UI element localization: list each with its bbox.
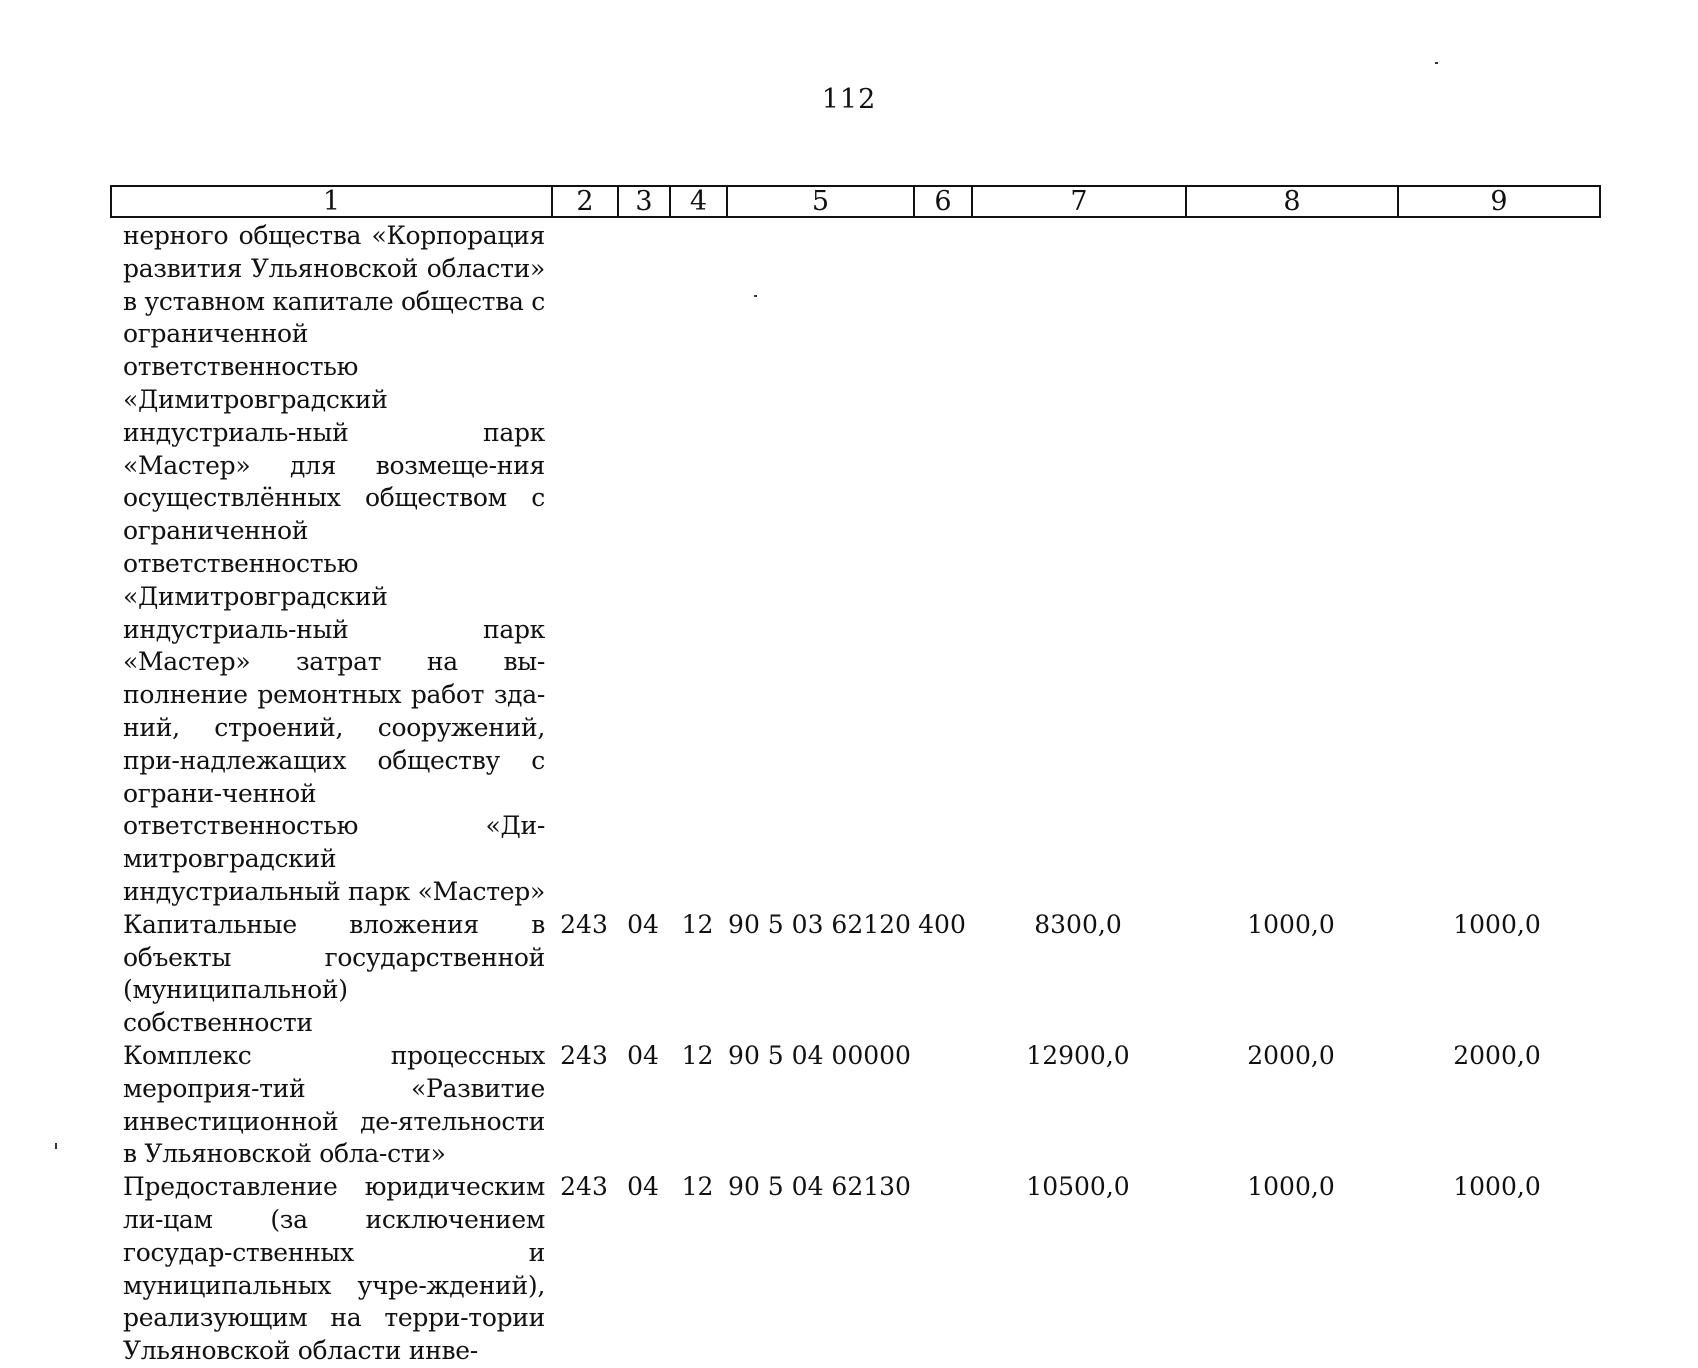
row-col-2: 243 <box>560 1172 608 1202</box>
row-col-8 <box>1185 220 1397 909</box>
row-col-6 <box>913 1171 971 1368</box>
row-col-4 <box>669 220 726 909</box>
row-col-2 <box>551 220 617 909</box>
row-description: Предоставление юридическим ли-цам (за исключением государ-ственных и муниципальных учре-ждений), реализующим на терри-тории Ульяновской области инве- <box>123 1172 545 1366</box>
table-row <box>110 220 1601 909</box>
row-col-3: 04 <box>627 909 659 939</box>
row-col-6 <box>913 220 971 909</box>
row-col-8: 1000,0 <box>1247 1172 1335 1202</box>
row-col-9: 1000,0 <box>1453 1172 1541 1202</box>
scan-speck <box>55 1143 57 1149</box>
row-col-3: 04 <box>627 1040 659 1070</box>
column-header-4: 4 <box>671 187 728 216</box>
table-header <box>110 185 1601 218</box>
table-row <box>110 1171 1601 1368</box>
row-col-4: 12 <box>681 1172 714 1202</box>
row-col-6 <box>913 1040 971 1171</box>
row-col-7: 10500,0 <box>1026 1172 1130 1202</box>
row-description: Комплекс процессных мероприя-тий «Развитие инвестиционной де-ятельности в Ульяновской обла-сти» <box>123 1040 545 1169</box>
row-col-6: 400 <box>918 909 966 939</box>
row-col-7 <box>971 220 1185 909</box>
row-col-7: 12900,0 <box>1026 1040 1130 1070</box>
column-header-9: 9 <box>1490 186 1508 217</box>
table-body <box>110 220 1601 1368</box>
row-col-4: 12 <box>681 1040 714 1070</box>
row-col-3: 04 <box>627 1172 659 1202</box>
row-col-8: 1000,0 <box>1247 909 1335 939</box>
column-header-2: 2 <box>553 187 619 216</box>
row-col-2: 243 <box>560 909 608 939</box>
row-col-5: 90 5 04 62130 <box>728 1172 911 1202</box>
row-col-9: 2000,0 <box>1453 1040 1541 1070</box>
column-header-7: 7 <box>973 187 1187 216</box>
row-col-7: 8300,0 <box>1034 909 1122 939</box>
row-col-5 <box>726 220 913 909</box>
scan-speck <box>754 295 757 297</box>
row-description: нерного общества «Корпорация развития Ульяновской области» в уставном капитале общества с ограниченной ответственностью «Димитровградский индустриаль-ный парк «Мастер» для возмеще-ния осуществлённых обществом с ограниченной ответственностью «Димитровградский индустриаль-ный парк «Мастер» затрат на вы-полнение ремонтных работ зда-ний, строений, сооружений, при-надлежащих обществу с ограни-ченной ответственностью «Ди-митровградский индустриальный парк «Мастер» <box>123 221 545 906</box>
scan-speck <box>1435 62 1438 64</box>
column-header-8: 8 <box>1187 187 1399 216</box>
page-number: 112 <box>821 84 877 115</box>
table-row <box>110 1040 1601 1171</box>
column-header-1: 1 <box>112 187 553 216</box>
row-col-8: 2000,0 <box>1247 1040 1335 1070</box>
row-col-4: 12 <box>681 909 714 939</box>
column-header-5: 5 <box>728 187 915 216</box>
column-header-6: 6 <box>915 187 973 216</box>
table-row <box>110 909 1601 1040</box>
row-col-9 <box>1397 220 1597 909</box>
column-header-3: 3 <box>619 187 671 216</box>
row-col-3 <box>617 220 669 909</box>
row-col-9: 1000,0 <box>1453 909 1541 939</box>
row-col-5: 90 5 04 00000 <box>728 1040 911 1070</box>
row-col-2: 243 <box>560 1040 608 1070</box>
row-description: Капитальные вложения в объекты государственной (муниципальной) собственности <box>123 909 545 1038</box>
row-col-5: 90 5 03 62120 <box>728 909 911 939</box>
